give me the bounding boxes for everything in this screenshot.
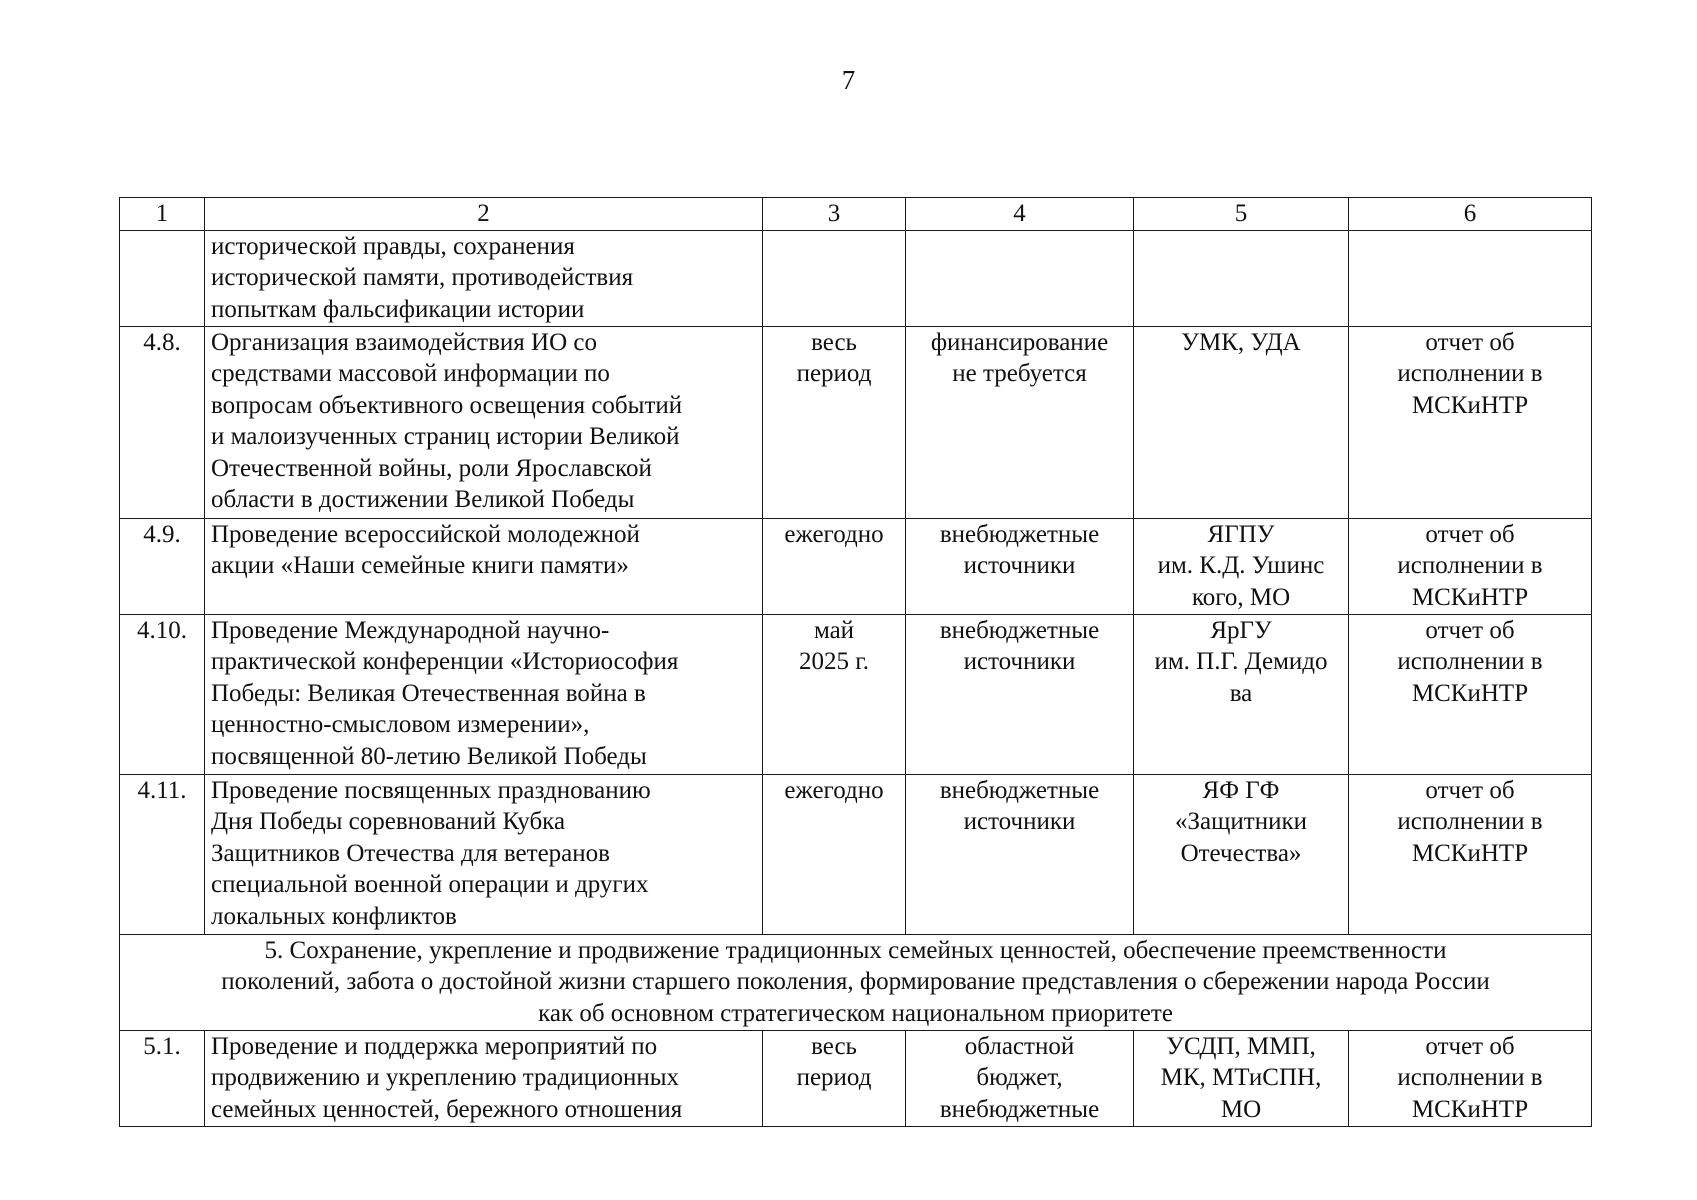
text-line: ежегодно — [784, 776, 884, 804]
text-line: исполнении в — [1397, 360, 1543, 387]
cell-executor — [1134, 326, 1349, 518]
text-line: МСКиНТР — [1411, 583, 1529, 611]
text-line: семейных ценностей, бережного отношения — [211, 1095, 683, 1123]
text-line: финансирование — [930, 328, 1109, 356]
table-row-continuation — [120, 230, 1592, 326]
column-number-row — [120, 198, 1592, 231]
table-row — [120, 518, 1592, 614]
text-line: Отечества» — [1180, 839, 1302, 867]
text-line: период — [796, 360, 872, 387]
text-line: отчет об — [1425, 328, 1515, 356]
cell-funding — [906, 614, 1134, 774]
cell-num: 4.11. — [120, 774, 205, 934]
cell-period — [763, 518, 906, 614]
cell-executor — [1134, 1030, 1349, 1126]
text-line: исполнении в — [1397, 552, 1543, 579]
text-line: и малоизученных страниц истории Великой — [211, 423, 680, 450]
text-line: ценностно-смысловом измерении», — [211, 711, 590, 738]
text-line: средствами массовой информации по — [211, 360, 610, 387]
column-header: 6 — [1349, 198, 1592, 231]
text-line: отчет об — [1425, 1032, 1515, 1060]
text-line: Проведение посвященных празднованию — [211, 776, 651, 804]
text-line: МСКиНТР — [1411, 679, 1529, 707]
cell-funding — [906, 774, 1134, 934]
text-line: «Защитники — [1175, 808, 1307, 835]
text-line: Дня Победы соревнований Кубка — [211, 808, 566, 835]
table-row — [120, 326, 1592, 518]
cell-event — [205, 774, 763, 934]
text-line: МСКиНТР — [1411, 1095, 1529, 1123]
cell-report — [1349, 326, 1592, 518]
text-line: исполнении в — [1397, 1064, 1543, 1091]
text-line: ва — [1229, 679, 1253, 707]
text-line: поколений, забота о достойной жизни старшего поколения, формирование представления о сбережении народа России — [221, 968, 1490, 995]
text-line: МО — [1220, 1095, 1262, 1123]
text-line: Защитников Отечества для ветеранов — [211, 839, 610, 867]
cell-funding — [906, 1030, 1134, 1126]
cell-report — [1349, 774, 1592, 934]
text-line: весь — [811, 328, 857, 356]
text-line: исторической памяти, противодействия — [211, 264, 634, 291]
cell-num: 4.9. — [120, 518, 205, 614]
text-line: МСКиНТР — [1411, 391, 1529, 419]
text-line: им. П.Г. Демидо — [1154, 648, 1328, 675]
text-line: МК, МТиСПН, — [1160, 1064, 1322, 1091]
text-line: продвижению и укреплению традиционных — [211, 1064, 680, 1091]
text-line: Победы: Великая Отечественная война в — [211, 679, 646, 707]
column-header: 4 — [906, 198, 1134, 231]
column-header: 1 — [120, 198, 205, 231]
text-line: период — [796, 1064, 872, 1091]
text-line: 2025 г. — [799, 648, 869, 675]
text-line: не требуется — [952, 360, 1087, 387]
column-header: 3 — [763, 198, 906, 231]
text-line: бюджет, — [976, 1064, 1063, 1091]
text-line: исторической правды, сохранения — [211, 232, 575, 260]
text-line: области в достижении Великой Победы — [211, 486, 635, 513]
cell-period — [763, 774, 906, 934]
table-row — [120, 614, 1592, 774]
cell-period — [763, 230, 906, 326]
text-line: им. К.Д. Ушинс — [1157, 552, 1325, 579]
cell-num — [120, 230, 205, 326]
cell-event — [205, 518, 763, 614]
cell-executor — [1134, 518, 1349, 614]
cell-report — [1349, 230, 1592, 326]
text-line: внебюджетные — [939, 616, 1100, 644]
cell-event — [205, 230, 763, 326]
text-line: внебюджетные — [939, 1095, 1100, 1123]
text-line: источники — [963, 552, 1076, 579]
text-line: ЯФ ГФ — [1202, 776, 1280, 804]
text-line: ЯГПУ — [1207, 520, 1275, 548]
cell-funding — [906, 326, 1134, 518]
action-plan-table — [119, 197, 1592, 1127]
text-line: май — [813, 616, 855, 644]
text-line: посвященной 80-летию Великой Победы — [211, 742, 647, 770]
cell-num: 5.1. — [120, 1030, 205, 1126]
text-line: внебюджетные — [939, 520, 1100, 548]
cell-period — [763, 326, 906, 518]
text-line: практической конференции «Историософия — [211, 648, 679, 675]
text-line: специальной военной операции и других — [211, 871, 649, 898]
text-line: Проведение Международной научно- — [211, 616, 610, 644]
text-line: исполнении в — [1397, 648, 1543, 675]
text-line: внебюджетные — [939, 776, 1100, 804]
text-line: Организация взаимодействия ИО со — [211, 328, 597, 356]
cell-report — [1349, 518, 1592, 614]
text-line: вопросам объективного освещения событий — [211, 391, 683, 419]
text-line: Проведение и поддержка мероприятий по — [211, 1032, 658, 1060]
cell-event — [205, 1030, 763, 1126]
text-line: 5. Сохранение, укрепление и продвижение традиционных семейных ценностей, обеспечение преемственности — [264, 936, 1447, 964]
text-line: УСДП, ММП, — [1166, 1032, 1316, 1060]
cell-event — [205, 614, 763, 774]
section-heading — [120, 934, 1592, 1030]
table-row — [120, 1030, 1592, 1126]
text-line: кого, МО — [1191, 583, 1291, 611]
text-line: ЯрГУ — [1210, 616, 1272, 644]
page-number: 7 — [841, 65, 856, 95]
section-heading-row — [120, 934, 1592, 1030]
cell-event — [205, 326, 763, 518]
text-line: отчет об — [1425, 616, 1515, 644]
text-line: акции «Наши семейные книги памяти» — [211, 552, 629, 579]
cell-num: 4.10. — [120, 614, 205, 774]
text-line: источники — [963, 808, 1076, 835]
cell-executor — [1134, 614, 1349, 774]
text-line: попыткам фальсификации истории — [211, 295, 585, 323]
cell-period — [763, 614, 906, 774]
table-row — [120, 774, 1592, 934]
text-line: исполнении в — [1397, 808, 1543, 835]
cell-num: 4.8. — [120, 326, 205, 518]
text-line: областной — [964, 1032, 1075, 1060]
text-line: Отечественной войны, роли Ярославской — [211, 454, 652, 482]
text-line: отчет об — [1425, 776, 1515, 804]
text-line: весь — [811, 1032, 857, 1060]
column-header: 5 — [1134, 198, 1349, 231]
text-line: Проведение всероссийской молодежной — [211, 520, 640, 548]
cell-report — [1349, 614, 1592, 774]
cell-report — [1349, 1030, 1592, 1126]
column-header: 2 — [205, 198, 763, 231]
cell-funding — [906, 230, 1134, 326]
text-line: УМК, УДА — [1181, 328, 1301, 356]
text-line: МСКиНТР — [1411, 839, 1529, 867]
cell-executor — [1134, 230, 1349, 326]
text-line: как об основном стратегическом национальном приоритете — [538, 999, 1173, 1027]
text-line: ежегодно — [784, 520, 884, 548]
text-line: отчет об — [1425, 520, 1515, 548]
cell-executor — [1134, 774, 1349, 934]
cell-period — [763, 1030, 906, 1126]
text-line: источники — [963, 648, 1076, 675]
cell-funding — [906, 518, 1134, 614]
text-line: локальных конфликтов — [211, 902, 457, 930]
